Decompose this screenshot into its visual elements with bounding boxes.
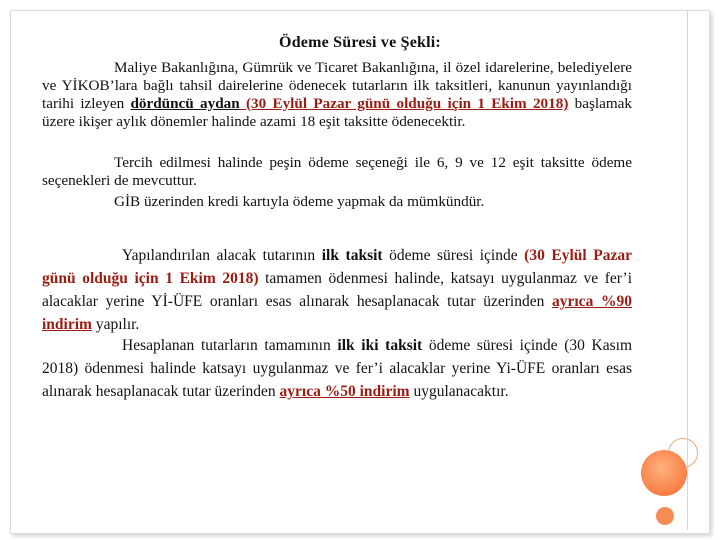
decorative-small-circle (656, 507, 674, 525)
p5-first-two-installments: ilk iki taksit (337, 337, 423, 354)
p5-text-1: Hesaplanan tutarların tamamının (122, 337, 338, 354)
p2-text: Tercih edilmesi halinde peşin ödeme seçeneği ile 6, 9 ve 12 eşit taksitte ödeme seçenekleri de mevcuttur. (42, 154, 632, 189)
p5-discount-50: ayrıca %50 indirim (279, 383, 410, 400)
paragraph-first-installment-discount (42, 244, 632, 336)
p4-text-4: yapılır. (91, 316, 140, 333)
p4-first-installment: ilk taksit (321, 247, 383, 264)
p5-text-3: uygulanacaktır. (409, 383, 509, 400)
p1-text-2: başlamak üzere ikişer aylık dönemler halinde azami 18 eşit taksitte ödenecektir. (42, 95, 632, 130)
p1-date-highlight: (30 Eylül Pazar günü olduğu için 1 Ekim 2018) (239, 95, 569, 112)
decorative-orange-circle (641, 450, 687, 496)
p1-text-1: Maliye Bakanlığına, Gümrük ve Ticaret Bakanlığına, il özel idarelerine, belediyelere ve YİKOB’lara bağlı tahsil dairelerine ödenecek tutarların ilk taksitleri, kanunun yayınlandığı tarihi izleyen (42, 59, 632, 112)
p4-text-2: ödeme süresi içinde (382, 247, 525, 264)
p4-date-highlight: (30 Eylül Pazar günü olduğu için 1 Ekim 2018) (42, 247, 632, 287)
slide-title: Ödeme Süresi ve Şekli: (279, 34, 441, 51)
p4-text-1: Yapılandırılan alacak tutarının (122, 247, 322, 264)
p3-text: GİB üzerinden kredi kartıyla ödeme yapmak da mümkündür. (114, 193, 485, 210)
paragraph-payment-options (42, 154, 632, 190)
p5-text-2: ödeme süresi içinde (30 Kasım 2018) ödenmesi halinde katsayı uygulanmaz ve fer’i alacaklar yerine Yi-ÜFE oranları esas alınarak hesaplanacak tutar üzerinden (42, 337, 633, 400)
p4-discount-90: ayrıca %90 indirim (42, 293, 632, 333)
paragraph-credit-card (42, 193, 632, 211)
p1-fourth-month: dördüncü aydan (130, 95, 240, 112)
paragraph-first-two-installments-discount (42, 334, 632, 403)
p4-text-3: tamamen ödenmesi halinde, katsayı uygulanmaz ve fer’i alacaklar yerine Yİ-ÜFE oranları esas alınarak hesaplanacak tutar üzerinden (42, 270, 632, 310)
paragraph-installments (42, 59, 632, 131)
